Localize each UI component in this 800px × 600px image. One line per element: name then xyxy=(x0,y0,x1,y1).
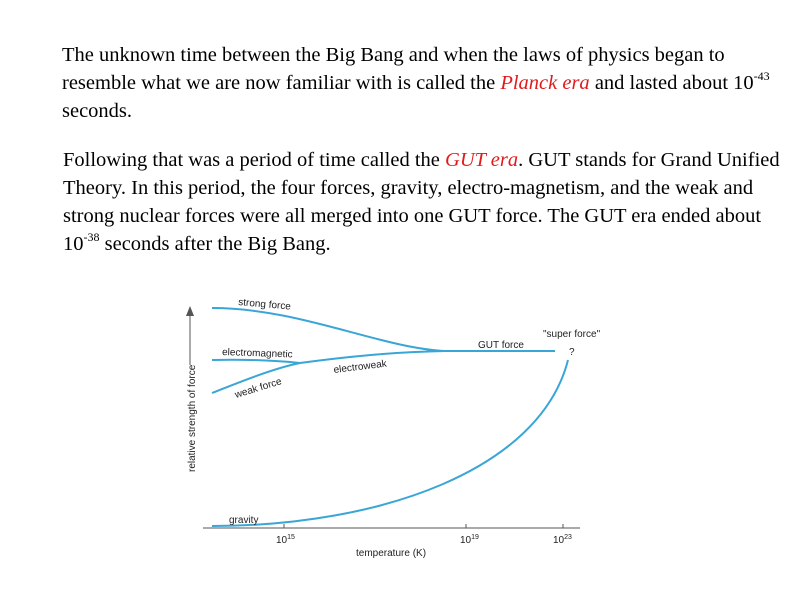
x-axis-label: temperature (K) xyxy=(356,548,427,559)
gut-force-label: GUT force xyxy=(478,340,524,351)
electroweak-label: electroweak xyxy=(333,358,388,376)
gut-text-1: Following that was a period of time called the xyxy=(63,149,446,171)
electromagnetic-label: electromagnetic xyxy=(221,347,293,361)
planck-text-2: and lasted about 10 xyxy=(589,72,754,94)
tick-label-1e15: $10^{15}$ xyxy=(276,534,295,546)
strong-force-label: strong force xyxy=(237,297,292,313)
super-force-label: "super force" xyxy=(543,329,601,340)
gravity-label: gravity xyxy=(229,515,259,526)
gut-text-3: seconds after the Big Bang. xyxy=(99,233,331,255)
y-axis-arrow-head xyxy=(186,306,194,316)
planck-text-3: seconds. xyxy=(62,100,133,122)
planck-exponent: -43 xyxy=(753,69,770,83)
super-force-question-label: ? xyxy=(569,347,575,358)
y-axis-label: relative strength of force xyxy=(187,364,198,472)
planck-text-1: The unknown time between the Big Bang and when the laws of physics began to resemble what we are now familiar with is called the xyxy=(62,44,725,94)
weak-force-label: weak force xyxy=(233,376,284,401)
gut-exponent: -38 xyxy=(83,230,100,244)
planck-era-highlight: Planck era xyxy=(500,72,590,94)
tick-label-1e23: $10^{23}$ xyxy=(553,534,572,546)
gut-text-2: . GUT stands for Grand Unified Theory. In this period, the four forces, gravity, electro-magnetism, and the weak and strong nuclear forces were all merged into one GUT force. The GUT era ended about 10 xyxy=(63,149,780,255)
gut-era-highlight: GUT era xyxy=(445,149,519,171)
tick-label-1e19: $10^{19}$ xyxy=(460,534,479,546)
